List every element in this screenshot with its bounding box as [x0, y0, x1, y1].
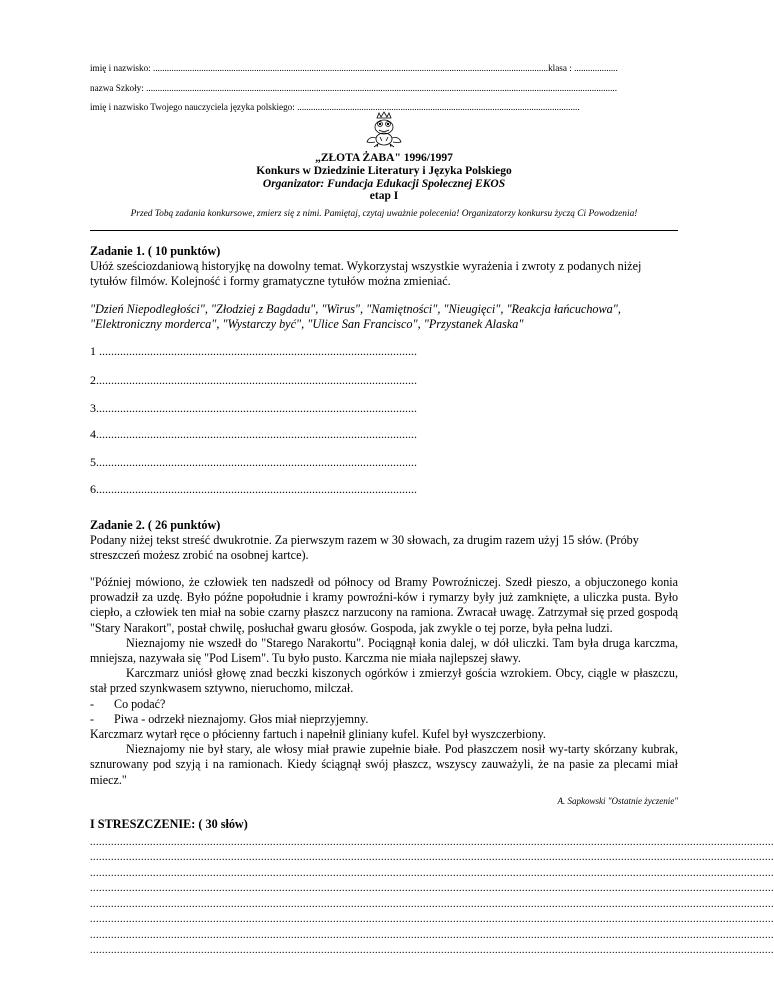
dialog-line-1 — [90, 697, 678, 712]
teacher-name-field[interactable]: imię i nazwisko Twojego nauczyciela języka polskiego: ........................................................................................................................... — [90, 102, 580, 112]
task2-heading: Zadanie 2. ( 26 punktów) — [90, 518, 221, 532]
summary-line[interactable]: .................................................................................................................................................................................................................................... — [90, 914, 774, 925]
summary-line[interactable]: .................................................................................................................................................................................................................................... — [90, 852, 774, 863]
task2-instruction: Podany niżej tekst streść dwukrotnie. Za pierwszym razem w 30 słowach, za drugim razem użyj 15 słów. (Próby streszczeń możesz zrobić na osobnej kartce). — [90, 533, 639, 562]
summary-line[interactable]: .................................................................................................................................................................................................................................... — [90, 837, 774, 848]
text-paragraph-3: Karczmarz uniósł głowę znad beczki kiszonych ogórków i zmierzył gościa wzrokiem. Obcy, ciągle w płaszczu, stał przed szynkwasem sztywno, nieruchomo, milczał. — [90, 666, 678, 696]
golden-frog-logo — [363, 112, 405, 148]
organizer-line: Organizator: Fundacja Edukacji Społecznej EKOS — [262, 178, 506, 190]
stage-label: etap I — [369, 190, 399, 202]
contest-name: Konkurs w Dziedzinie Literatury i Języka Polskiego — [256, 165, 512, 177]
dialog-dash: - — [90, 696, 95, 711]
text-paragraph-2: Nieznajomy nie wszedł do "Starego Narakortu". Pociągnął konia dalej, w dół uliczki. Tam była druga karczma, mniejsza, nazywała się "Pod Lisem". Tu było pusto. Karczma nie miała najlepszej sławy. — [90, 635, 678, 666]
dialog-text-1: Co podać? — [114, 696, 166, 711]
summary-line[interactable]: .................................................................................................................................................................................................................................... — [90, 883, 774, 894]
summary-line[interactable]: .................................................................................................................................................................................................................................... — [90, 945, 774, 956]
source-citation: A. Sapkowski "Ostatnie życzenie" — [557, 796, 678, 806]
answer-line-1[interactable]: 1 .......................................................................................................... — [90, 344, 417, 358]
dialog-text-2: Piwa - odrzekł nieznajomy. Głos miał nieprzyjemny. — [114, 711, 369, 726]
name-class-field[interactable]: imię i nazwisko: ............................................................................................................................................................................klasa : ................... — [90, 63, 618, 73]
answer-line-3[interactable]: 3........................................................................................................... — [90, 401, 417, 415]
task1-section — [90, 244, 678, 289]
task1-instruction: Ułóż sześciozdaniową historyjkę na dowolny temat. Wykorzystaj wszystkie wyrażenia i zwroty z podanych niżej tytułów filmów. Kolejność i formy gramatyczne tytułów można zmieniać. — [90, 259, 642, 288]
summary-line[interactable]: .................................................................................................................................................................................................................................... — [90, 930, 774, 941]
text-paragraph-5: Nieznajomy nie był stary, ale włosy miał prawie zupełnie białe. Pod płaszczem nosił wy-tarty skórzany kubrak, sznurowany pod szyją i na ramionach. Kiedy ściągnął swój płaszcz, wszyscy zauważyli, że na pasie za plecami miał miecz." — [90, 742, 678, 787]
task1-film-titles: "Dzień Niepodległości", "Złodziej z Bagdadu", "Wirus", "Namiętności", "Nieugięci", "Reakcja łańcuchowa", "Elektroniczny morderca", "Wystarczy być", "Ulice San Francisco", "Przystanek Alaska" — [90, 302, 621, 331]
text-paragraph-4: Karczmarz wytarł ręce o płócienny fartuch i napełnił gliniany kufel. Kufel był wyszczerbiony. — [90, 727, 546, 742]
task2-section — [90, 518, 678, 563]
header-divider — [90, 230, 678, 231]
answer-line-4[interactable]: 4........................................................................................................... — [90, 427, 417, 441]
summary-line[interactable]: .................................................................................................................................................................................................................................... — [90, 868, 774, 879]
task1-heading: Zadanie 1. ( 10 punktów) — [90, 244, 221, 258]
school-name-field[interactable]: nazwa Szkoły: ............................................................................................................................................................................................................. — [90, 83, 617, 93]
answer-line-5[interactable]: 5........................................................................................................... — [90, 455, 417, 469]
summary-line[interactable]: .................................................................................................................................................................................................................................... — [90, 899, 774, 910]
motto-text: Przed Tobą zadania konkursowe, zmierz się z nimi. Pamiętaj, czytaj uważnie polecenia! Organizatorzy konkursu życzą Ci Powodzenia! — [130, 209, 638, 219]
summary-label: I STRESZCZENIE: ( 30 słów) — [90, 817, 248, 831]
dialog-dash: - — [90, 711, 95, 726]
dialog-line-2 — [90, 712, 678, 727]
answer-line-6[interactable]: 6........................................................................................................... — [90, 482, 417, 496]
source-text — [90, 575, 678, 788]
text-paragraph-1: "Później mówiono, że człowiek ten nadszedł od północy od Bramy Powroźniczej. Szedł pieszo, a objuczonego konia prowadził za uzdę. Było późne popołudnie i kramy powroźni-ków i rymarzy były już zamknięte, a uliczka pusta. Było ciepło, a człowiek ten miał na sobie czarny płaszcz narzucony na ramiona. Zwracał uwagę. Zatrzymał się przed gospodą "Stary Narakort", postał chwilę, posłuchał gwaru głosów. Gospoda, jak zwykle o tej porze, była pełna ludzi. — [90, 575, 678, 635]
contest-title: „ZŁOTA ŻABA" 1996/1997 — [315, 152, 453, 164]
answer-line-2[interactable]: 2........................................................................................................... — [90, 373, 417, 387]
